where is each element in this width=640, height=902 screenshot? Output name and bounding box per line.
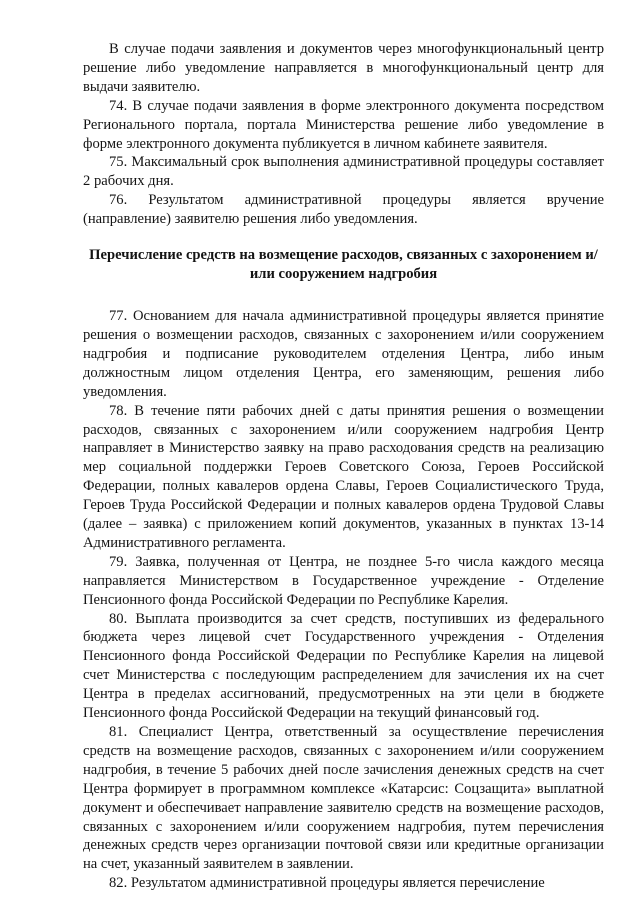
paragraph-77: 77. Основанием для начала административной процедуры является принятие решения о возмещении расходов, связанных с захоронением и/или сооружением надгробия и подписание руководителем отделения Центра, либо иным должностным лицом отделения Центра, его заменяющим, решения либо уведомления. <box>83 308 604 400</box>
paragraph-79: 79. Заявка, полученная от Центра, не позднее 5-го числа каждого месяца направляется Министерством в Государственное учреждение - Отделение Пенсионного фонда Российской Федерации по Республике Карелия. <box>83 553 604 608</box>
section-heading: Перечисление средств на возмещение расходов, связанных с захоронением и/или сооружением надгробия <box>89 247 598 283</box>
paragraph-80: 80. Выплата производится за счет средств, поступивших из федерального бюджета через лицевой счет Государственного учреждения - Отделения Пенсионного фонда Российской Федерации по Республике Карелия на лицевой счет Министерства с последующим распределением для зачисления их на счет Центра в пределах ассигнований, предусмотренных на эти цели в бюджете Пенсионного фонда Российской Федерации на текущий финансовый год. <box>83 610 604 722</box>
paragraph-78: 78. В течение пяти рабочих дней с даты принятия решения о возмещении расходов, связанных с захоронением и/или сооружением надгробия Центр направляет в Министерство заявку на право расходования средств на реализацию мер социальной поддержки Героев Советского Союза, Героев Российской Федерации, полных кавалеров ордена Славы, Героев Социалистического Труда, Героев Труда Российской Федерации и полных кавалеров ордена Трудовой Славы (далее – заявка) с приложением копий документов, указанных в пунктах 13-14 Административного регламента. <box>83 402 604 551</box>
paragraph-75: 75. Максимальный срок выполнения административной процедуры составляет 2 рабочих дня. <box>83 154 604 190</box>
paragraph-81: 81. Специалист Центра, ответственный за осуществление перечисления средств на возмещение расходов, связанных с захоронением и/или сооружением надгробия, в течение 5 рабочих дней после зачисления денежных средств на счет Центра формирует в программном комплексе «Катарсис: Соцзащита» выплатной документ и обеспечивает направление заявителю средств на возмещение расходов, связанных с захоронением и/или сооружением надгробия, путем перечисления денежных средств через организации почтовой связи или кредитные организации на счет, указанный заявителем в заявлении. <box>83 724 604 873</box>
paragraph-82: 82. Результатом административной процедуры является перечисление <box>109 875 545 892</box>
paragraph-73-continuation: В случае подачи заявления и документов через многофункциональный центр решение либо уведомление направляется в многофункциональный центр для выдачи заявителю. <box>83 41 604 95</box>
paragraph-76: 76. Результатом административной процедуры является вручение (направление) заявителю решения либо уведомления. <box>83 192 604 228</box>
paragraph-74: 74. В случае подачи заявления в форме электронного документа посредством Регионального портала, портала Министерства решение либо уведомление в форме электронного документа публикуется в личном кабинете заявителя. <box>83 97 604 152</box>
